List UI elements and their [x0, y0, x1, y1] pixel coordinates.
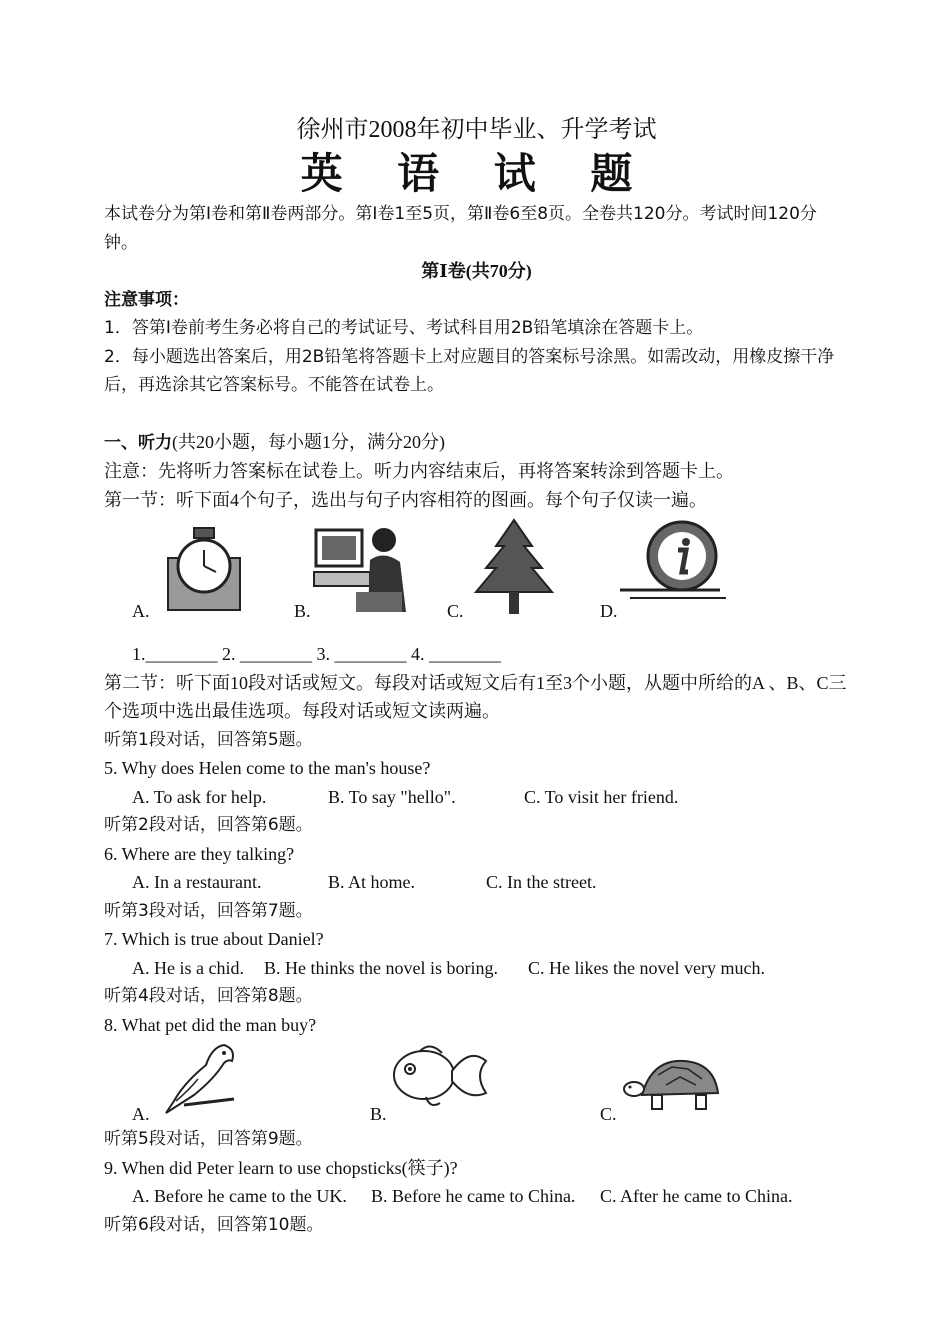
q5-option-a: A. To ask for help. — [132, 786, 267, 807]
q7-option-b: B. He thinks the novel is boring. — [264, 957, 498, 978]
q6-question: 6. Where are they talking? — [104, 843, 295, 864]
q6-options — [104, 868, 849, 897]
computer-user-icon — [312, 520, 412, 616]
exam-intro: 本试卷分为第Ⅰ卷和第Ⅱ卷两部分。第Ⅰ卷1至5页，第Ⅱ卷6至8页。全卷共120分。考试时间120分钟。 — [104, 204, 817, 253]
q8-pictures — [104, 1039, 849, 1125]
q9-options — [104, 1182, 849, 1211]
q8-picture-a-label: A. — [132, 1104, 150, 1124]
notice-label: 注意事项： — [104, 289, 189, 310]
q5-option-b: B. To say "hello". — [328, 786, 456, 807]
q7-prompt: 听第3段对话，回答第7题。 — [104, 900, 313, 921]
q7-options — [104, 954, 849, 983]
q9-option-b: B. Before he came to China. — [371, 1186, 576, 1206]
q6-option-b: B. At home. — [328, 872, 416, 892]
q6-option-c: C. In the street. — [486, 872, 597, 892]
q9-question: 9. When did Peter learn to use chopsticks(筷子)? — [104, 1157, 458, 1178]
pine-tree-icon — [466, 516, 562, 616]
section2-instruction: 第二节：听下面10段对话或短文。每段对话或短文后有1至3个小题，从题中所给的A 、B、C三个选项中选出最佳选项。每段对话或短文读两遍。 — [104, 672, 847, 721]
q7-question: 7. Which is true about Daniel? — [104, 929, 324, 949]
goldfish-icon — [390, 1041, 490, 1113]
q5-option-c: C. To visit her friend. — [524, 786, 679, 807]
exam-page — [104, 112, 849, 1239]
notice-1: 1．答第Ⅰ卷前考生务必将自己的考试证号、考试科目用2B铅笔填涂在答题卡上。 — [104, 318, 704, 338]
q7-option-c: C. He likes the novel very much. — [528, 957, 765, 978]
information-icon — [620, 516, 728, 604]
notice-2: 2．每小题选出答案后，用2B铅笔将答题卡上对应题目的答案标号涂黑。如需改动，用橡皮擦干净后，再选涂其它答案标号。不能答在试卷上。 — [104, 346, 835, 395]
section1-instruction: 第一节：听下面4个句子，选出与句子内容相符的图画。每个句子仅读一遍。 — [104, 489, 707, 510]
q8-picture-b-label: B. — [370, 1104, 387, 1124]
q9-option-c: C. After he came to China. — [600, 1186, 793, 1206]
section1-pictures — [104, 514, 849, 624]
q5-question: 5. Why does Helen come to the man's house? — [104, 758, 431, 778]
exam-title: 徐州市2008年初中毕业、升学考试 — [296, 117, 657, 143]
q10-prompt: 听第6段对话，回答第10题。 — [104, 1214, 324, 1235]
picture-a-label: A. — [132, 601, 150, 621]
picture-c-label: C. — [447, 601, 464, 621]
picture-d-label: D. — [600, 601, 618, 621]
listening-heading-label: 一、听力 — [104, 432, 172, 453]
picture-b-label: B. — [294, 601, 311, 621]
part-heading: 第Ⅰ卷(共70分) — [421, 261, 532, 281]
q6-option-a: A. In a restaurant. — [132, 872, 262, 892]
parrot-icon — [154, 1039, 240, 1119]
q9-prompt: 听第5段对话，回答第9题。 — [104, 1129, 313, 1149]
q9-option-a: A. Before he came to the UK. — [132, 1186, 347, 1206]
q5-options — [104, 783, 849, 812]
section1-answer-blanks: 1.________ 2. ________ 3. ________ 4. ________ — [132, 644, 501, 664]
q8-question: 8. What pet did the man buy? — [104, 1014, 317, 1035]
alarm-clock-icon — [164, 522, 244, 614]
q6-prompt: 听第2段对话，回答第6题。 — [104, 815, 313, 835]
turtle-icon — [622, 1055, 724, 1115]
listening-heading — [104, 428, 849, 458]
subject-title: 英 语 试 题 — [300, 149, 653, 198]
q5-prompt: 听第1段对话，回答第5题。 — [104, 729, 313, 750]
listening-note: 注意：先将听力答案标在试卷上。听力内容结束后，再将答案转涂到答题卡上。 — [104, 461, 734, 481]
q8-picture-c-label: C. — [600, 1104, 617, 1124]
listening-heading-detail: (共20小题，每小题1分，满分20分) — [172, 431, 445, 452]
q7-option-a: A. He is a chid. — [132, 957, 244, 978]
q8-prompt: 听第4段对话，回答第8题。 — [104, 986, 313, 1006]
